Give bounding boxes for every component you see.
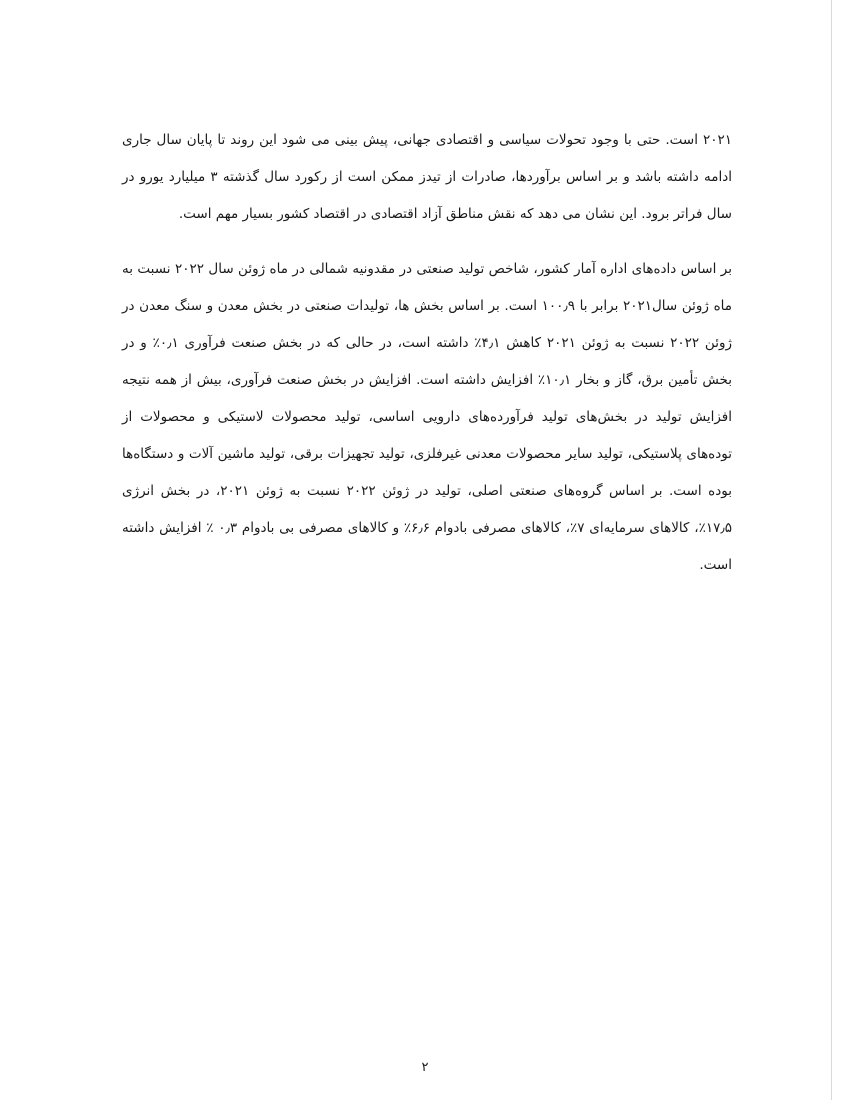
page-number: ۲	[421, 1060, 429, 1075]
document-body	[122, 122, 732, 584]
scan-edge-line	[831, 0, 832, 1100]
paragraph-industrial-production: بر اساس داده‌های اداره آمار کشور، شاخص تولید صنعتی در مقدونیه شمالی در ماه ژوئن سال ۲۰۲۲ نسبت به ماه ژوئن سال۲۰۲۱ برابر با ۱۰۰٫۹ است. بر اساس بخش ها، تولیدات صنعتی در بخش معدن و سنگ معدن در ژوئن ۲۰۲۲ نسبت به ژوئن ۲۰۲۱ کاهش ۴٫۱٪ داشته است، در حالی که در بخش صنعت فرآوری ۰٫۱٪ و در بخش تأمین برق، گاز و بخار ۱۰٫۱٪ افزایش داشته است. افزایش در بخش صنعت فرآوری، بیش از همه نتیجه افزایش تولید در بخش‌های تولید فرآورده‌های دارویی اساسی، تولید محصولات لاستیکی و محصولات از توده‌های پلاستیکی، تولید سایر محصولات معدنی غیرفلزی، تولید تجهیزات برقی، تولید ماشین آلات و دستگاه‌ها بوده است. بر اساس گروه‌های صنعتی اصلی، تولید در ژوئن ۲۰۲۲ نسبت به ژوئن ۲۰۲۱، در بخش انرژی ۱۷٫۵٪، کالاهای سرمایه‌ای ۷٪، کالاهای مصرفی بادوام ۶٫۶٪ و کالاهای مصرفی بی بادوام ۰٫۳ ٪ افزایش داشته است.	[122, 261, 732, 573]
paragraph-exports: ۲۰۲۱ است. حتی با وجود تحولات سیاسی و اقتصادی جهانی، پیش بینی می شود این روند تا پایان سال جاری ادامه داشته باشد و بر اساس برآوردها، صادرات از تیدز ممکن است از رکورد سال گذشته ۳ میلیارد یورو در سال فراتر برود. این نشان می دهد که نقش مناطق آزاد اقتصادی در اقتصاد کشور بسیار مهم است.	[122, 132, 732, 222]
